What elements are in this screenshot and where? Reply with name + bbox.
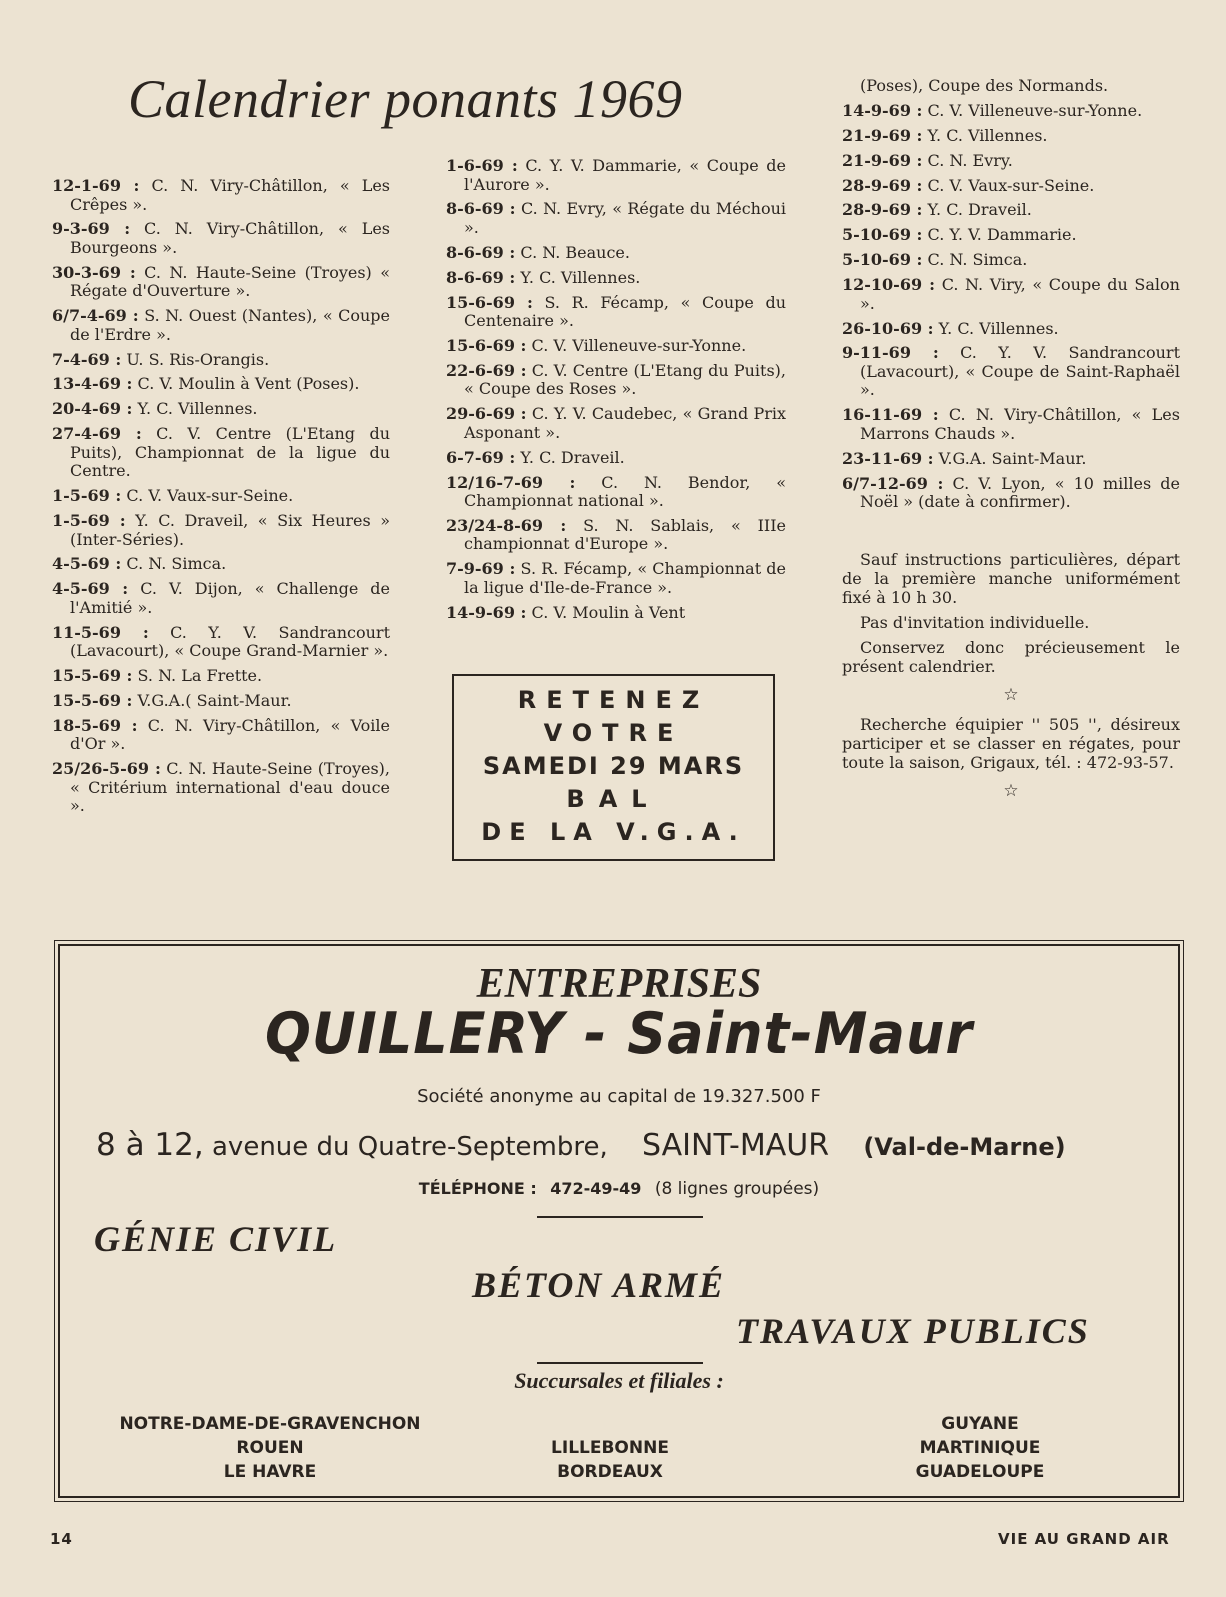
- entry-date: 12/16-7-69 :: [446, 472, 576, 492]
- ad-city: SAINT-MAUR: [642, 1128, 830, 1163]
- entry-event: C. Y. V. Caudebec, « Grand Prix Asponant ».: [464, 404, 786, 442]
- notes-section: [842, 550, 1180, 811]
- star-icon: ☆: [1003, 685, 1019, 705]
- entry-date: 29-6-69 :: [446, 404, 527, 424]
- entry-date: 5-10-69 :: [842, 250, 923, 270]
- announcement-box: [452, 674, 775, 861]
- announcement-line-5: DE LA V.G.A.: [481, 818, 746, 846]
- branch-name: ROUEN: [236, 1438, 304, 1458]
- entry-event: C. N. Haute-Seine (Troyes) « Régate d'Ouverture ».: [70, 262, 391, 301]
- entry-event: V.G.A. Saint-Maur.: [938, 448, 1087, 468]
- ad-branches-right: [870, 1412, 1090, 1484]
- entry-event: C. N. Viry-Châtillon, « Les Bourgeons ».: [70, 219, 390, 257]
- entry-date: 9-3-69 :: [52, 219, 131, 239]
- calendar-entry: [842, 450, 1180, 469]
- entry-date: 20-4-69 :: [52, 399, 133, 419]
- entry-event: C. Y. V. Sandrancourt (Lavacourt), « Coupe Grand-Marnier ».: [70, 622, 390, 661]
- calendar-entry: [842, 102, 1180, 121]
- calendar-entry: [446, 474, 786, 511]
- entry-event: S. R. Fécamp, « Coupe du Centenaire ».: [464, 292, 787, 331]
- entry-event: C. N. Evry.: [927, 150, 1013, 170]
- entry-event: C. V. Vaux-sur-Seine.: [927, 175, 1095, 195]
- branch-name: BORDEAUX: [557, 1462, 663, 1482]
- calendar-entry: [446, 200, 786, 237]
- calendar-entry: [52, 351, 390, 370]
- calendar-entry: [842, 127, 1180, 146]
- publication-name: VIE AU GRAND AIR: [998, 1530, 1170, 1548]
- calendar-entry: [842, 276, 1180, 313]
- notes-keep-calendar: Conservez donc précieusement le présent calendrier.: [842, 638, 1180, 676]
- ad-branches-left: [90, 1412, 450, 1484]
- entry-event: C. N. Viry-Châtillon, « Les Marrons Chauds ».: [860, 405, 1180, 443]
- entry-event: C. N. Viry-Châtillon, « Voile d'Or ».: [70, 715, 391, 754]
- ad-specialty-3: TRAVAUX PUBLICS: [736, 1311, 1090, 1351]
- calendar-entry: [842, 344, 1180, 400]
- page-number: 14: [50, 1530, 73, 1548]
- calendar-entry: [446, 405, 786, 442]
- entry-event: C. V. Vaux-sur-Seine.: [126, 486, 294, 506]
- ad-phone-note: (8 lignes groupées): [654, 1179, 820, 1199]
- branch-name: GUYANE: [941, 1414, 1019, 1434]
- entry-date: 8-6-69 :: [446, 267, 516, 287]
- calendar-entry: [446, 244, 786, 263]
- page-title: Calendrier ponants 1969: [128, 69, 683, 129]
- ad-branches-heading: Succursales et filiales :: [514, 1368, 724, 1393]
- calendar-entry: [842, 152, 1180, 171]
- entry-date: 7-4-69 :: [52, 349, 122, 369]
- advertisement: [58, 944, 1180, 1498]
- calendar-entry: [446, 294, 786, 331]
- calendar-entry: [52, 667, 390, 686]
- ad-address-street: avenue du Quatre-Septembre,: [212, 1132, 608, 1162]
- calendar-entry: [446, 157, 786, 194]
- branch-name: GUADELOUPE: [915, 1462, 1045, 1482]
- entry-event: C. V. Dijon, « Challenge de l'Amitié ».: [70, 579, 390, 617]
- calendar-entry: [446, 449, 786, 468]
- calendar-entry: [52, 425, 390, 481]
- entry-date: 30-3-69 :: [52, 262, 136, 282]
- entry-date: 15-5-69 :: [52, 690, 133, 710]
- ad-phone-number: 472-49-49: [550, 1179, 642, 1198]
- calendar-entry: [446, 269, 786, 288]
- entry-date: 15-5-69 :: [52, 666, 133, 686]
- entry-date: 8-6-69 :: [446, 199, 516, 219]
- branch-name: LILLEBONNE: [551, 1438, 669, 1458]
- announcement-line-1: RETENEZ: [517, 686, 710, 714]
- entry-event: Y. C. Villennes.: [520, 267, 641, 287]
- entry-event: U. S. Ris-Orangis.: [126, 349, 270, 369]
- entry-date: 22-6-69 :: [446, 360, 527, 380]
- notes-start-time: Sauf instructions particulières, départ de la première manche uniformément fixé à 10 h 30.: [842, 550, 1180, 607]
- entry-date: 23/24-8-69 :: [446, 515, 567, 535]
- ad-specialty-1: GÉNIE CIVIL: [94, 1219, 338, 1259]
- entry-event: C. Y. V. Dammarie.: [927, 225, 1077, 245]
- entry-date: 1-5-69 :: [52, 486, 122, 506]
- calendar-entry: [446, 604, 786, 623]
- ad-address-number: 8 à 12,: [96, 1127, 204, 1163]
- notes-crew-search: Recherche équipier '' 505 '', désireux participer et se classer en régates, pour toute la saison, Grigaux, tél. : 472-93-57.: [842, 715, 1180, 772]
- entry-event: C. N. Simca.: [126, 554, 227, 574]
- divider: [537, 1362, 703, 1364]
- entry-event: C. N. Viry, « Coupe du Salon ».: [860, 275, 1180, 313]
- announcement-line-2: VOTRE: [543, 719, 684, 747]
- calendar-entry: [52, 717, 390, 754]
- entry-date: 1-5-69 :: [52, 511, 126, 531]
- entry-date: 26-10-69 :: [842, 318, 934, 338]
- entry-event: C. V. Moulin à Vent: [531, 602, 686, 622]
- entry-date: 4-5-69 :: [52, 554, 122, 574]
- entry-event: Y. C. Villennes.: [137, 399, 258, 419]
- entry-event: S. N. Ouest (Nantes), « Coupe de l'Erdre ».: [70, 306, 391, 344]
- calendar-entry: [52, 307, 390, 344]
- entry-event: C. V. Centre (L'Etang du Puits), Championnat de la ligue du Centre.: [70, 424, 390, 481]
- ad-company-name: QUILLERY - Saint-Maur: [264, 1000, 974, 1067]
- calendar-entry-continuation: (Poses), Coupe des Normands.: [860, 76, 1109, 95]
- ad-capital: Société anonyme au capital de 19.327.500 F: [417, 1086, 821, 1107]
- entry-date: 5-10-69 :: [842, 225, 923, 245]
- ad-address: [96, 1127, 1066, 1163]
- calendar-entry: [842, 251, 1180, 270]
- entry-event: C. N. Simca.: [927, 250, 1028, 270]
- entry-date: 11-5-69 :: [52, 622, 149, 642]
- calendar-entry: [446, 362, 786, 399]
- entry-date: 27-4-69 :: [52, 424, 142, 444]
- entry-date: 12-10-69 :: [842, 275, 936, 295]
- calendar-column-2: [446, 157, 786, 629]
- entry-event: C. V. Centre (L'Etang du Puits), « Coupe des Roses ».: [464, 360, 787, 399]
- calendar-entry: [52, 692, 390, 711]
- entry-event: C. Y. V. Sandrancourt (Lavacourt), « Coupe de Saint-Raphaël ».: [860, 343, 1180, 400]
- entry-date: 6/7-12-69 :: [842, 473, 944, 493]
- calendar-entry: [842, 475, 1180, 512]
- calendar-entry: [52, 177, 390, 214]
- entry-event: Y. C. Draveil.: [520, 447, 625, 467]
- entry-date: 16-11-69 :: [842, 405, 939, 425]
- entry-date: 13-4-69 :: [52, 374, 133, 394]
- entry-date: 6-7-69 :: [446, 447, 516, 467]
- ad-branches-middle: [500, 1436, 720, 1484]
- calendar-entry: [446, 560, 786, 597]
- branch-name: LE HAVRE: [223, 1462, 317, 1482]
- entry-event: Y. C. Villennes.: [927, 125, 1048, 145]
- calendar-entry: [842, 406, 1180, 443]
- calendar-entry: [52, 624, 390, 661]
- entry-date: 12-1-69 :: [52, 176, 140, 195]
- entry-event: C. N. Beauce.: [520, 242, 630, 262]
- entry-date: 15-6-69 :: [446, 292, 533, 312]
- calendar-entry: [52, 264, 390, 301]
- ad-phone: [60, 1179, 1178, 1199]
- calendar-entry: [446, 337, 786, 356]
- entry-date: 23-11-69 :: [842, 448, 934, 468]
- entry-date: 25/26-5-69 :: [52, 759, 161, 779]
- entry-event: C. V. Lyon, « 10 milles de Noël » (date à confirmer).: [860, 473, 1180, 512]
- calendar-entry: [842, 226, 1180, 245]
- entry-event: C. N. Haute-Seine (Troyes), « Critérium international d'eau douce ».: [70, 759, 390, 816]
- entry-date: 4-5-69 :: [52, 579, 129, 599]
- ad-phone-label: TÉLÉPHONE :: [418, 1179, 537, 1198]
- entry-event: C. V. Villeneuve-sur-Yonne.: [927, 100, 1143, 120]
- entry-date: 21-9-69 :: [842, 150, 923, 170]
- star-icon: ☆: [1003, 781, 1019, 801]
- ad-specialty-2: BÉTON ARMÉ: [472, 1265, 726, 1305]
- entry-event: C. N. Viry-Châtillon, « Les Crêpes ».: [70, 176, 390, 214]
- calendar-entry: [52, 400, 390, 419]
- entry-event: S. N. Sablais, « IIIe championnat d'Europe ».: [464, 515, 786, 554]
- entry-event: C. V. Moulin à Vent (Poses).: [137, 374, 360, 394]
- calendar-entry: [52, 555, 390, 574]
- entry-date: 7-9-69 :: [446, 559, 516, 579]
- entry-event: Y. C. Villennes.: [938, 318, 1059, 338]
- notes-no-invitation: Pas d'invitation individuelle.: [860, 613, 1090, 632]
- calendar-entry: [842, 177, 1180, 196]
- entry-date: 14-9-69 :: [842, 100, 923, 120]
- calendar-entry: [52, 580, 390, 617]
- entry-date: 9-11-69 :: [842, 343, 939, 363]
- entry-event: S. N. La Frette.: [137, 666, 263, 686]
- announcement-line-4: BAL: [566, 785, 661, 813]
- ad-heading: ENTREPRISES: [476, 961, 762, 1007]
- calendar-entry: [52, 487, 390, 506]
- entry-date: 6/7-4-69 :: [52, 306, 139, 326]
- entry-date: 8-6-69 :: [446, 242, 516, 262]
- calendar-entry: [52, 512, 390, 549]
- calendar-column-1: [52, 177, 390, 822]
- calendar-entry: [52, 220, 390, 257]
- calendar-entry: [52, 760, 390, 816]
- entry-date: 15-6-69 :: [446, 335, 527, 355]
- entry-event: C. Y. V. Dammarie, « Coupe de l'Aurore ».: [464, 156, 786, 194]
- entry-date: 28-9-69 :: [842, 200, 923, 220]
- branch-name: MARTINIQUE: [919, 1438, 1041, 1458]
- divider: [537, 1216, 703, 1218]
- entry-date: 14-9-69 :: [446, 602, 527, 622]
- calendar-entry: [842, 201, 1180, 220]
- entry-date: 28-9-69 :: [842, 175, 923, 195]
- entry-date: 18-5-69 :: [52, 715, 138, 735]
- calendar-entry: [446, 517, 786, 554]
- entry-date: 1-6-69 :: [446, 156, 518, 175]
- entry-event: Y. C. Draveil.: [927, 200, 1032, 220]
- entry-event: V.G.A.( Saint-Maur.: [137, 690, 292, 710]
- entry-event: Y. C. Draveil, « Six Heures » (Inter-Séries).: [70, 511, 390, 549]
- announcement-line-3: SAMEDI 29 MARS: [482, 752, 745, 780]
- entry-event: C. V. Villeneuve-sur-Yonne.: [531, 335, 747, 355]
- branch-name: NOTRE-DAME-DE-GRAVENCHON: [119, 1414, 421, 1434]
- calendar-entry: [842, 320, 1180, 339]
- entry-event: C. N. Evry, « Régate du Méchoui ».: [464, 199, 787, 237]
- entry-event: C. N. Bendor, « Championnat national ».: [464, 472, 787, 511]
- calendar-column-3: [842, 77, 1180, 518]
- entry-date: 21-9-69 :: [842, 125, 923, 145]
- entry-event: S. R. Fécamp, « Championnat de la ligue d'Ile-de-France ».: [464, 559, 786, 597]
- ad-region: (Val-de-Marne): [863, 1133, 1066, 1161]
- calendar-entry: [52, 375, 390, 394]
